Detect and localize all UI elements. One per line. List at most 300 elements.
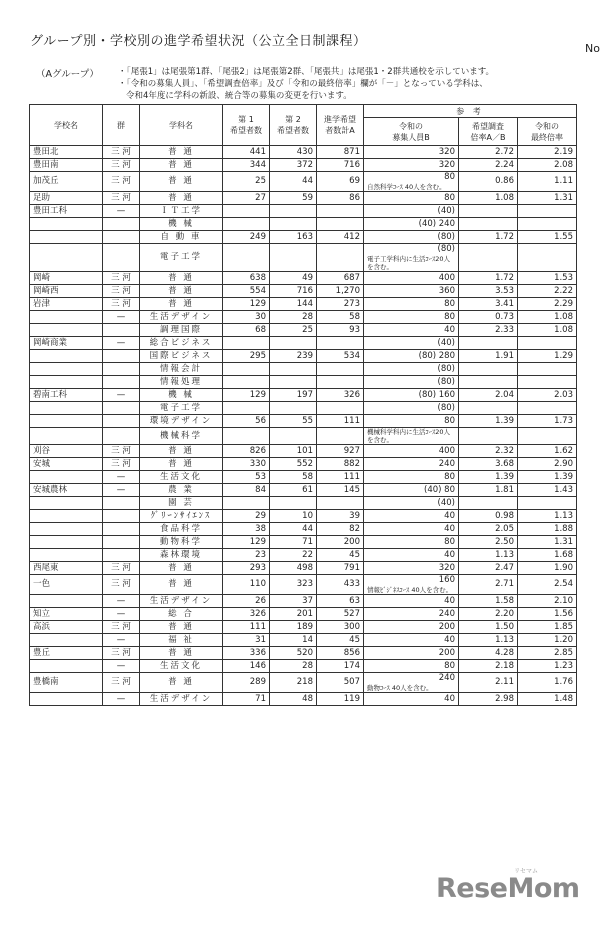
capacity-value: 240 [438, 673, 455, 683]
second-choice-cell: 59 [270, 192, 317, 205]
rate-cell: 2.47 [459, 562, 518, 575]
school-cell [30, 549, 103, 562]
capacity-cell: 200 [364, 621, 459, 634]
first-choice-cell [223, 218, 270, 231]
table-row [30, 376, 577, 389]
department-cell: 自 動 車 [140, 231, 223, 244]
capacity-cell [364, 172, 459, 192]
second-choice-cell: 552 [270, 458, 317, 471]
school-cell [30, 634, 103, 647]
table-row [30, 673, 577, 693]
rate-cell [459, 428, 518, 445]
total-cell: 145 [317, 484, 364, 497]
district-cell [103, 324, 140, 337]
first-choice-cell: 344 [223, 159, 270, 172]
capacity-cell: 80 [364, 660, 459, 673]
capacity-note: 電子工学科内に生活ｺｰｽ20人を含む。 [367, 255, 451, 271]
table-row [30, 484, 577, 497]
capacity-cell: 40 [364, 510, 459, 523]
total-cell: 200 [317, 536, 364, 549]
district-cell [103, 549, 140, 562]
table-row [30, 402, 577, 415]
capacity-cell: 320 [364, 146, 459, 159]
second-choice-cell [270, 428, 317, 445]
second-choice-cell: 22 [270, 549, 317, 562]
school-cell [30, 428, 103, 445]
rate-cell: 0.98 [459, 510, 518, 523]
final-rate-cell: 2.03 [518, 389, 577, 402]
department-cell: ＩＴ工学 [140, 205, 223, 218]
district-cell: — [103, 205, 140, 218]
district-cell: — [103, 337, 140, 350]
department-cell: 普 通 [140, 285, 223, 298]
rate-cell: 1.39 [459, 415, 518, 428]
total-cell: 39 [317, 510, 364, 523]
first-choice-cell: 25 [223, 172, 270, 192]
rate-cell: 1.58 [459, 595, 518, 608]
page-title: グループ別・学校別の進学希望状況（公立全日制課程） [30, 34, 367, 49]
school-cell: 豊田南 [30, 159, 103, 172]
final-rate-cell [518, 363, 577, 376]
capacity-cell: (80) 160 [364, 389, 459, 402]
school-cell: 岡崎 [30, 272, 103, 285]
second-choice-cell: 163 [270, 231, 317, 244]
table-row [30, 497, 577, 510]
department-cell: 生活デザイン [140, 311, 223, 324]
total-cell: 927 [317, 445, 364, 458]
capacity-cell: 400 [364, 445, 459, 458]
rate-cell: 1.91 [459, 350, 518, 363]
first-choice-cell [223, 428, 270, 445]
school-cell [30, 660, 103, 673]
district-cell: 三 河 [103, 575, 140, 595]
final-rate-cell: 2.85 [518, 647, 577, 660]
school-cell [30, 218, 103, 231]
school-cell [30, 471, 103, 484]
table-row [30, 205, 577, 218]
capacity-cell [364, 428, 459, 445]
department-cell: 普 通 [140, 621, 223, 634]
page-number: No [585, 42, 600, 55]
school-cell [30, 523, 103, 536]
capacity-value: 80 [444, 172, 455, 182]
table-row [30, 218, 577, 231]
department-cell: 調理国際 [140, 324, 223, 337]
second-choice-cell: 58 [270, 471, 317, 484]
second-choice-cell [270, 363, 317, 376]
department-cell: 普 通 [140, 673, 223, 693]
department-cell: 普 通 [140, 146, 223, 159]
rate-cell [459, 205, 518, 218]
district-cell [103, 523, 140, 536]
total-cell [317, 376, 364, 389]
department-cell: 農 業 [140, 484, 223, 497]
school-cell: 岡崎西 [30, 285, 103, 298]
rate-cell: 0.73 [459, 311, 518, 324]
school-cell: 刈谷 [30, 445, 103, 458]
second-choice-cell [270, 337, 317, 350]
second-choice-cell: 10 [270, 510, 317, 523]
final-rate-cell [518, 376, 577, 389]
total-cell: 300 [317, 621, 364, 634]
department-cell: 普 通 [140, 575, 223, 595]
department-cell: ｸﾞﾘｰﾝｻｲｴﾝｽ [140, 510, 223, 523]
capacity-cell: (80) [364, 402, 459, 415]
rate-cell: 2.72 [459, 146, 518, 159]
total-cell [317, 497, 364, 510]
capacity-cell: 40 [364, 634, 459, 647]
header-district: 群 [103, 105, 140, 146]
total-cell: 174 [317, 660, 364, 673]
capacity-cell: 360 [364, 285, 459, 298]
school-cell: 安城農林 [30, 484, 103, 497]
first-choice-cell: 38 [223, 523, 270, 536]
capacity-cell: (80) 280 [364, 350, 459, 363]
table-row [30, 445, 577, 458]
header-total: 進学希望 者数計A [317, 105, 364, 146]
total-cell: 856 [317, 647, 364, 660]
district-cell: — [103, 660, 140, 673]
rate-cell: 3.53 [459, 285, 518, 298]
district-cell: 三 河 [103, 285, 140, 298]
second-choice-cell: 37 [270, 595, 317, 608]
note-line: 令和4年度に学科の新設、統合等の募集の変更を行います。 [126, 91, 352, 101]
capacity-cell: 240 [364, 458, 459, 471]
table-row [30, 311, 577, 324]
rate-cell [459, 244, 518, 272]
rate-cell: 0.86 [459, 172, 518, 192]
district-cell [103, 402, 140, 415]
table-row [30, 536, 577, 549]
second-choice-cell: 201 [270, 608, 317, 621]
second-choice-cell: 189 [270, 621, 317, 634]
header-capacity: 令和の 募集人員B [364, 118, 459, 146]
table-row [30, 192, 577, 205]
district-cell: 三 河 [103, 621, 140, 634]
table-row [30, 621, 577, 634]
school-cell [30, 415, 103, 428]
capacity-cell: (80) [364, 363, 459, 376]
table-row [30, 244, 577, 272]
table-row [30, 272, 577, 285]
first-choice-cell: 129 [223, 536, 270, 549]
first-choice-cell [223, 376, 270, 389]
capacity-note: 機械科学科内に生活ｺｰｽ20人を含む。 [367, 428, 451, 444]
first-choice-cell: 326 [223, 608, 270, 621]
final-rate-cell: 1.85 [518, 621, 577, 634]
school-cell: 西尾東 [30, 562, 103, 575]
final-rate-cell: 1.76 [518, 673, 577, 693]
table-row [30, 523, 577, 536]
note-line: ・「令和の募集人員」、「希望調査倍率」及び「令和の最終倍率」欄が「－」となっている学科は、 [118, 79, 488, 89]
capacity-cell: 40 [364, 693, 459, 706]
district-cell [103, 231, 140, 244]
table-row [30, 510, 577, 523]
final-rate-cell: 1.08 [518, 324, 577, 337]
capacity-cell: (40) [364, 497, 459, 510]
rate-cell: 1.13 [459, 549, 518, 562]
final-rate-cell: 1.29 [518, 350, 577, 363]
first-choice-cell: 129 [223, 389, 270, 402]
first-choice-cell: 26 [223, 595, 270, 608]
second-choice-cell: 197 [270, 389, 317, 402]
note-line: ・「尾張1」は尾張第1群、「尾張2」は尾張第2群、「尾張共」は尾張1・2群共通校を示しています。 [118, 67, 495, 77]
district-cell: 三 河 [103, 298, 140, 311]
final-rate-cell: 2.10 [518, 595, 577, 608]
school-cell [30, 595, 103, 608]
first-choice-cell: 31 [223, 634, 270, 647]
second-choice-cell: 372 [270, 159, 317, 172]
header-second: 第 2 希望者数 [270, 105, 317, 146]
total-cell: 326 [317, 389, 364, 402]
first-choice-cell: 146 [223, 660, 270, 673]
district-cell [103, 376, 140, 389]
department-cell: 普 通 [140, 458, 223, 471]
department-cell: 普 通 [140, 445, 223, 458]
district-cell: 三 河 [103, 673, 140, 693]
final-rate-cell: 2.29 [518, 298, 577, 311]
total-cell: 93 [317, 324, 364, 337]
department-cell: 森林環境 [140, 549, 223, 562]
district-cell [103, 218, 140, 231]
total-cell: 45 [317, 634, 364, 647]
district-cell: 三 河 [103, 647, 140, 660]
second-choice-cell: 49 [270, 272, 317, 285]
department-cell: 普 通 [140, 272, 223, 285]
district-cell: — [103, 471, 140, 484]
total-cell: 433 [317, 575, 364, 595]
capacity-value: (80) [437, 244, 455, 254]
group-label: （Aグループ） [36, 69, 99, 80]
second-choice-cell: 430 [270, 146, 317, 159]
table-row [30, 324, 577, 337]
total-cell: 119 [317, 693, 364, 706]
table-row [30, 575, 577, 595]
final-rate-cell: 2.19 [518, 146, 577, 159]
district-cell: — [103, 634, 140, 647]
department-cell: 機 械 [140, 218, 223, 231]
table-row [30, 231, 577, 244]
capacity-note: 情報ﾋﾞｼﾞﾈｽｺｰｽ 40人を含む。 [367, 586, 453, 594]
rate-cell: 4.28 [459, 647, 518, 660]
capacity-cell: 40 [364, 549, 459, 562]
final-rate-cell: 1.13 [518, 510, 577, 523]
second-choice-cell [270, 205, 317, 218]
district-cell: 三 河 [103, 192, 140, 205]
final-rate-cell [518, 205, 577, 218]
second-choice-cell [270, 218, 317, 231]
capacity-cell: 320 [364, 159, 459, 172]
final-rate-cell: 1.31 [518, 536, 577, 549]
capacity-note: 自然科学ｺｰｽ 40人を含む。 [367, 183, 446, 191]
school-cell [30, 402, 103, 415]
rate-cell: 2.05 [459, 523, 518, 536]
first-choice-cell: 71 [223, 693, 270, 706]
total-cell: 86 [317, 192, 364, 205]
department-cell: 生活文化 [140, 660, 223, 673]
department-cell: 情報処理 [140, 376, 223, 389]
capacity-cell: (40) 240 [364, 218, 459, 231]
table-row [30, 172, 577, 192]
rate-cell [459, 337, 518, 350]
school-cell [30, 510, 103, 523]
capacity-cell: 320 [364, 562, 459, 575]
department-cell: 福 祉 [140, 634, 223, 647]
final-rate-cell [518, 428, 577, 445]
first-choice-cell: 56 [223, 415, 270, 428]
final-rate-cell: 1.88 [518, 523, 577, 536]
district-cell: — [103, 484, 140, 497]
rate-cell: 2.71 [459, 575, 518, 595]
total-cell [317, 205, 364, 218]
first-choice-cell [223, 244, 270, 272]
final-rate-cell: 2.22 [518, 285, 577, 298]
school-cell [30, 536, 103, 549]
table-row [30, 471, 577, 484]
school-cell [30, 244, 103, 272]
rate-cell: 2.98 [459, 693, 518, 706]
school-cell: 高浜 [30, 621, 103, 634]
capacity-cell: 40 [364, 595, 459, 608]
final-rate-cell: 1.68 [518, 549, 577, 562]
school-cell: 足助 [30, 192, 103, 205]
school-cell: 豊橋南 [30, 673, 103, 693]
rate-cell [459, 402, 518, 415]
rate-cell: 1.72 [459, 272, 518, 285]
capacity-cell: 40 [364, 324, 459, 337]
total-cell: 58 [317, 311, 364, 324]
final-rate-cell: 2.54 [518, 575, 577, 595]
rate-cell: 1.50 [459, 621, 518, 634]
final-rate-cell: 1.08 [518, 311, 577, 324]
school-cell [30, 363, 103, 376]
final-rate-cell: 1.62 [518, 445, 577, 458]
department-cell: 生活デザイン [140, 595, 223, 608]
total-cell: 69 [317, 172, 364, 192]
rate-cell: 2.11 [459, 673, 518, 693]
rate-cell: 2.20 [459, 608, 518, 621]
district-cell: 三 河 [103, 445, 140, 458]
table-row [30, 595, 577, 608]
district-cell [103, 428, 140, 445]
capacity-cell: 80 [364, 536, 459, 549]
table-body [30, 146, 577, 706]
district-cell: 三 河 [103, 172, 140, 192]
capacity-cell: (40) [364, 337, 459, 350]
capacity-cell: (40) 80 [364, 484, 459, 497]
second-choice-cell: 498 [270, 562, 317, 575]
header-department: 学科名 [140, 105, 223, 146]
school-cell [30, 497, 103, 510]
second-choice-cell: 48 [270, 693, 317, 706]
table-row [30, 159, 577, 172]
district-cell: — [103, 595, 140, 608]
table-row [30, 389, 577, 402]
second-choice-cell: 25 [270, 324, 317, 337]
table-row [30, 549, 577, 562]
total-cell: 45 [317, 549, 364, 562]
capacity-cell: 80 [364, 415, 459, 428]
school-cell: 碧南工科 [30, 389, 103, 402]
final-rate-cell [518, 244, 577, 272]
table-row [30, 146, 577, 159]
first-choice-cell: 289 [223, 673, 270, 693]
table-row [30, 647, 577, 660]
first-choice-cell: 441 [223, 146, 270, 159]
department-cell: 生活デザイン [140, 693, 223, 706]
first-choice-cell [223, 497, 270, 510]
first-choice-cell: 68 [223, 324, 270, 337]
first-choice-cell: 110 [223, 575, 270, 595]
first-choice-cell [223, 363, 270, 376]
rate-cell: 2.04 [459, 389, 518, 402]
final-rate-cell [518, 337, 577, 350]
first-choice-cell [223, 337, 270, 350]
second-choice-cell: 323 [270, 575, 317, 595]
department-cell: 機 械 [140, 389, 223, 402]
second-choice-cell: 520 [270, 647, 317, 660]
department-cell: 普 通 [140, 159, 223, 172]
total-cell: 507 [317, 673, 364, 693]
total-cell [317, 363, 364, 376]
capacity-cell: 400 [364, 272, 459, 285]
final-rate-cell: 1.53 [518, 272, 577, 285]
total-cell: 534 [317, 350, 364, 363]
total-cell [317, 218, 364, 231]
capacity-cell: (80) [364, 376, 459, 389]
table-row [30, 337, 577, 350]
department-cell: 動物科学 [140, 536, 223, 549]
first-choice-cell: 84 [223, 484, 270, 497]
first-choice-cell: 826 [223, 445, 270, 458]
final-rate-cell: 1.11 [518, 172, 577, 192]
total-cell [317, 337, 364, 350]
total-cell: 871 [317, 146, 364, 159]
rate-cell: 2.33 [459, 324, 518, 337]
capacity-cell [364, 673, 459, 693]
school-cell: 一色 [30, 575, 103, 595]
capacity-cell: 80 [364, 471, 459, 484]
capacity-cell: (40) [364, 205, 459, 218]
first-choice-cell: 30 [223, 311, 270, 324]
second-choice-cell: 28 [270, 660, 317, 673]
logo-kana: リセマム [514, 868, 538, 875]
table-row [30, 363, 577, 376]
resemom-logo: ReseMom [436, 873, 580, 904]
header-school: 学校名 [30, 105, 103, 146]
school-cell: 安城 [30, 458, 103, 471]
total-cell: 527 [317, 608, 364, 621]
department-cell: 普 通 [140, 298, 223, 311]
rate-cell [459, 376, 518, 389]
final-rate-cell: 1.20 [518, 634, 577, 647]
total-cell: 687 [317, 272, 364, 285]
total-cell: 111 [317, 415, 364, 428]
second-choice-cell: 239 [270, 350, 317, 363]
total-cell: 111 [317, 471, 364, 484]
final-rate-cell: 2.08 [518, 159, 577, 172]
department-cell: 普 通 [140, 647, 223, 660]
total-cell: 82 [317, 523, 364, 536]
rate-cell: 3.68 [459, 458, 518, 471]
total-cell: 882 [317, 458, 364, 471]
school-cell: 岡崎商業 [30, 337, 103, 350]
district-cell: — [103, 693, 140, 706]
notes-block [118, 66, 588, 102]
second-choice-cell [270, 244, 317, 272]
school-cell: 加茂丘 [30, 172, 103, 192]
department-cell: 電子工学 [140, 402, 223, 415]
